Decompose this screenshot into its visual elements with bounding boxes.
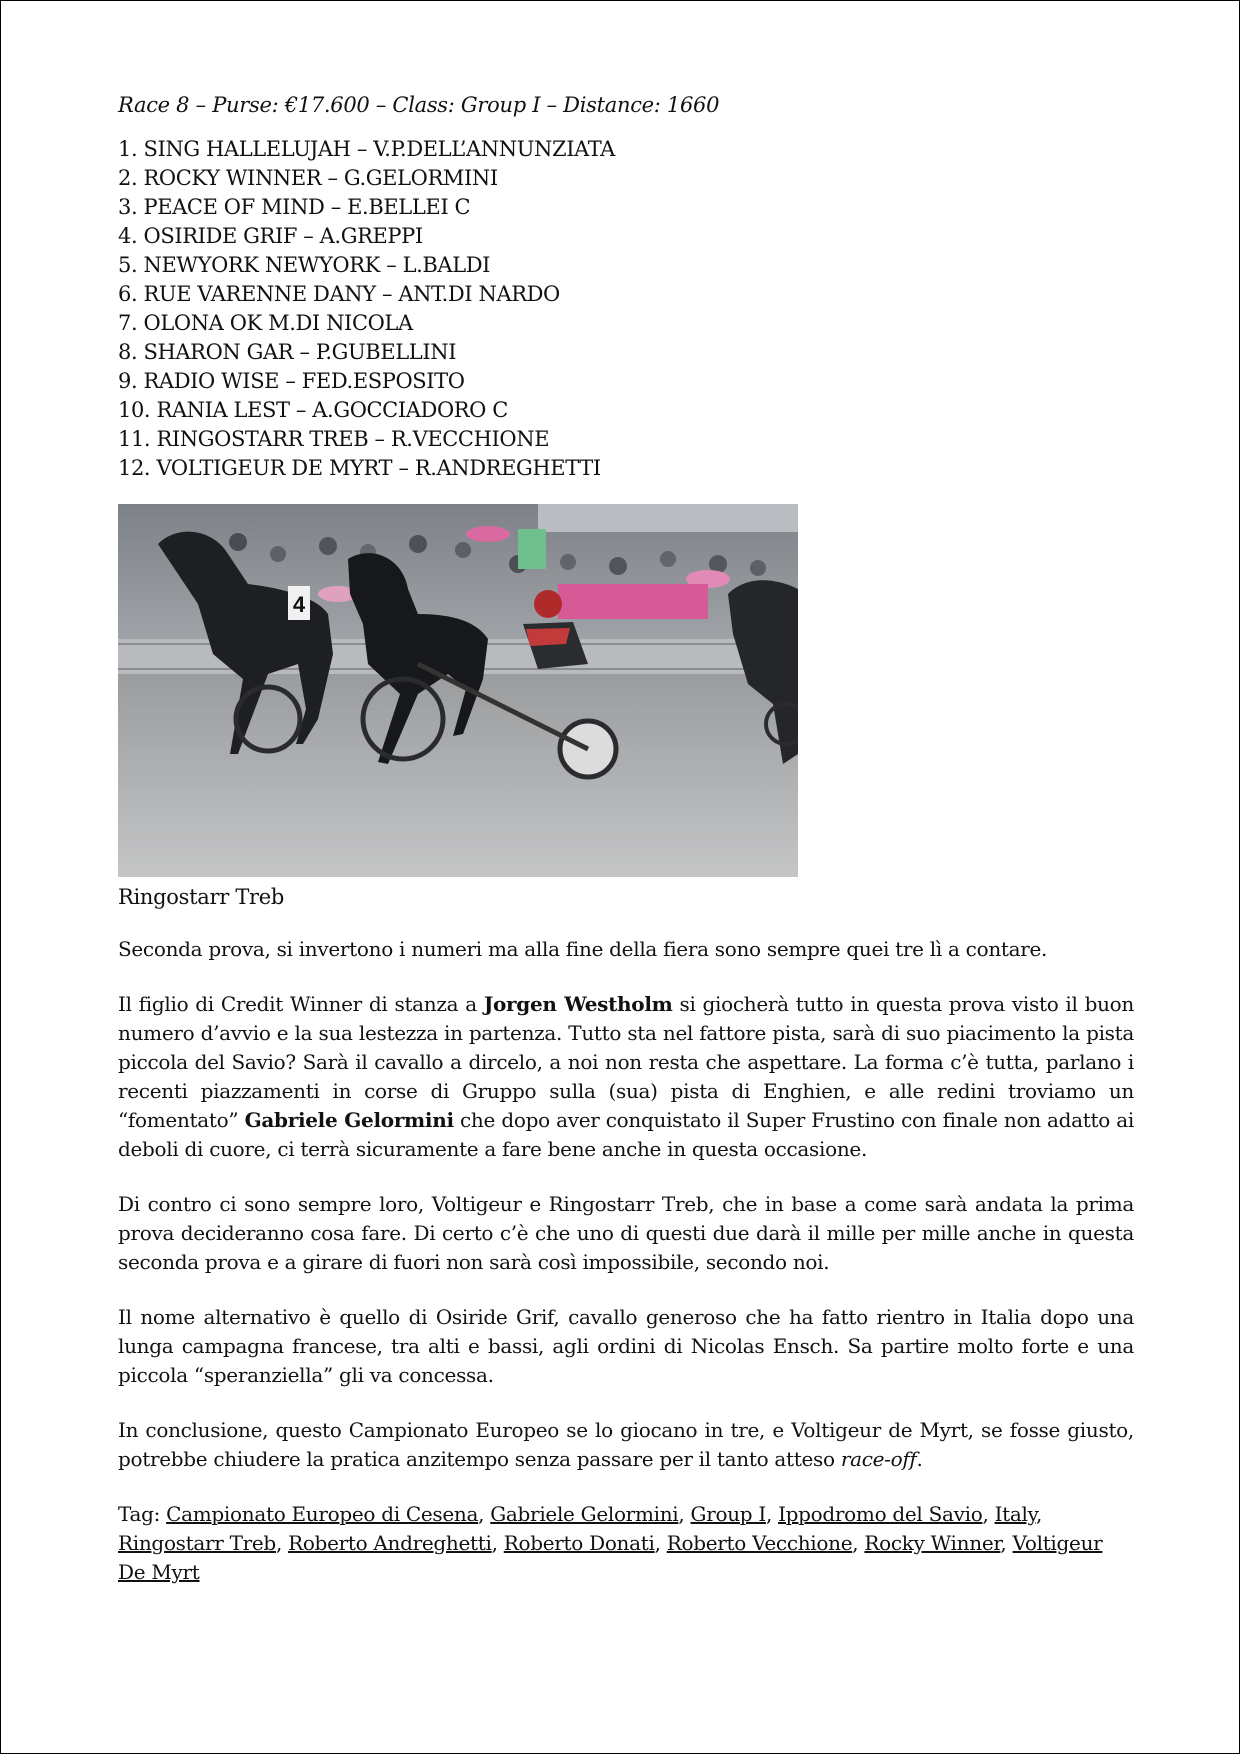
tag-link[interactable]: Ippodromo del Savio xyxy=(778,1502,983,1526)
saddle-cloth-number: 4 xyxy=(292,592,306,617)
tag-link[interactable]: Italy xyxy=(994,1502,1036,1526)
tag-link[interactable]: Roberto Vecchione xyxy=(666,1531,853,1555)
paragraph-2-text: Il figlio di Credit Winner di stanza a xyxy=(118,992,484,1016)
paragraph-2-text: che dopo aver conquistato il Super Frustino con finale non adatto ai deboli di cuore, ci terrà sicuramente a fare bene anche in questa occasione. xyxy=(118,1108,1135,1161)
race-photo xyxy=(118,504,798,877)
race-header: Race 8 – Purse: €17.600 – Class: Group I – Distance: 1660 xyxy=(118,93,720,117)
entry-item: 12. VOLTIGEUR DE MYRT – R.ANDREGHETTI xyxy=(118,456,601,480)
entry-item: 11. RINGOSTARR TREB – R.VECCHIONE xyxy=(118,427,550,451)
entry-item: 1. SING HALLELUJAH – V.P.DELL’ANNUNZIATA xyxy=(118,137,615,161)
paragraph-5-text: . xyxy=(916,1447,923,1471)
entry-item: 5. NEWYORK NEWYORK – L.BALDI xyxy=(118,253,491,277)
paragraph-1: Seconda prova, si invertono i numeri ma alla fine della fiera sono sempre quei tre lì a contare. xyxy=(118,937,1048,961)
paragraph-2 xyxy=(118,990,1134,1164)
paragraph-3: Di contro ci sono sempre loro, Voltigeur e Ringostarr Treb, che in base a come sarà andata la prima prova decideranno cosa fare. Di certo c’è che uno di questi due darà il mille per mille anche in questa seconda prova e a girare di fuori non sarà così impossibile, secondo noi. xyxy=(118,1192,1134,1274)
tag-link[interactable]: Campionato Europeo di Cesena xyxy=(166,1502,479,1526)
paragraph-5 xyxy=(118,1416,1134,1474)
driver-name: Gabriele Gelormini xyxy=(244,1108,454,1132)
tag-link[interactable]: Gabriele Gelormini xyxy=(490,1502,679,1526)
paragraph-2-text: si giocherà tutto in questa prova visto il buon numero d’avvio e la sua lestezza in partenza. Tutto sta nel fattore pista, sarà di suo piacimento la pista piccola del Savio? Sarà il cavallo a dircelo, a noi non resta che aspettare. La forma c’è tutta, parlano i recenti piazzamenti in corse di Gruppo sulla (sua) pista di Enghien, e alle redini troviamo un “fomentato” xyxy=(118,992,1134,1132)
entry-item: 3. PEACE OF MIND – E.BELLEI C xyxy=(118,195,471,219)
article-content xyxy=(118,91,1134,1587)
entry-item: 9. RADIO WISE – FED.ESPOSITO xyxy=(118,369,465,393)
race-off-term: race-off xyxy=(840,1447,917,1471)
tag-link[interactable]: Ringostarr Treb xyxy=(118,1531,276,1555)
entry-item: 6. RUE VARENNE DANY – ANT.DI NARDO xyxy=(118,282,560,306)
tag-list: Tag: Campionato Europeo di Cesena, Gabriele Gelormini, Group I, Ippodromo del Savio, Italy, Ringostarr Treb, Roberto Andreghetti, Roberto Donati, Roberto Vecchione, Rocky Winner, Voltigeur De Myrt xyxy=(118,1502,1103,1584)
entry-item: 10. RANIA LEST – A.GOCCIADORO C xyxy=(118,398,508,422)
entry-item: 7. OLONA OK M.DI NICOLA xyxy=(118,311,413,335)
tag-link[interactable]: Roberto Andreghetti xyxy=(288,1531,492,1555)
tag-link[interactable]: Voltigeur De Myrt xyxy=(118,1531,1103,1584)
paragraph-5-text: In conclusione, questo Campionato Europeo se lo giocano in tre, e Voltigeur de Myrt, se fosse giusto, potrebbe chiudere la pratica anzitempo senza passare per il tanto atteso xyxy=(118,1418,1134,1471)
tag-link[interactable]: Rocky Winner xyxy=(864,1531,1001,1555)
advertising-banner xyxy=(558,584,708,619)
tag-link[interactable]: Group I xyxy=(690,1502,766,1526)
entries-list xyxy=(118,135,1134,483)
photo-caption: Ringostarr Treb xyxy=(118,885,285,909)
trainer-name: Jorgen Westholm xyxy=(483,992,673,1016)
paragraph-4: Il nome alternativo è quello di Osiride Grif, cavallo generoso che ha fatto rientro in Italia dopo una lunga campagna francese, tra alti e bassi, agli ordini di Nicolas Ensch. Sa partire molto forte e una piccola “speranziella” gli va concessa. xyxy=(118,1305,1134,1387)
entry-item: 4. OSIRIDE GRIF – A.GREPPI xyxy=(118,224,423,248)
tag-label: Tag: xyxy=(118,1502,167,1526)
entry-item: 8. SHARON GAR – P.GUBELLINI xyxy=(118,340,457,364)
tag-link[interactable]: Roberto Donati xyxy=(503,1531,655,1555)
entry-item: 2. ROCKY WINNER – G.GELORMINI xyxy=(118,166,498,190)
track-surface xyxy=(118,674,798,877)
